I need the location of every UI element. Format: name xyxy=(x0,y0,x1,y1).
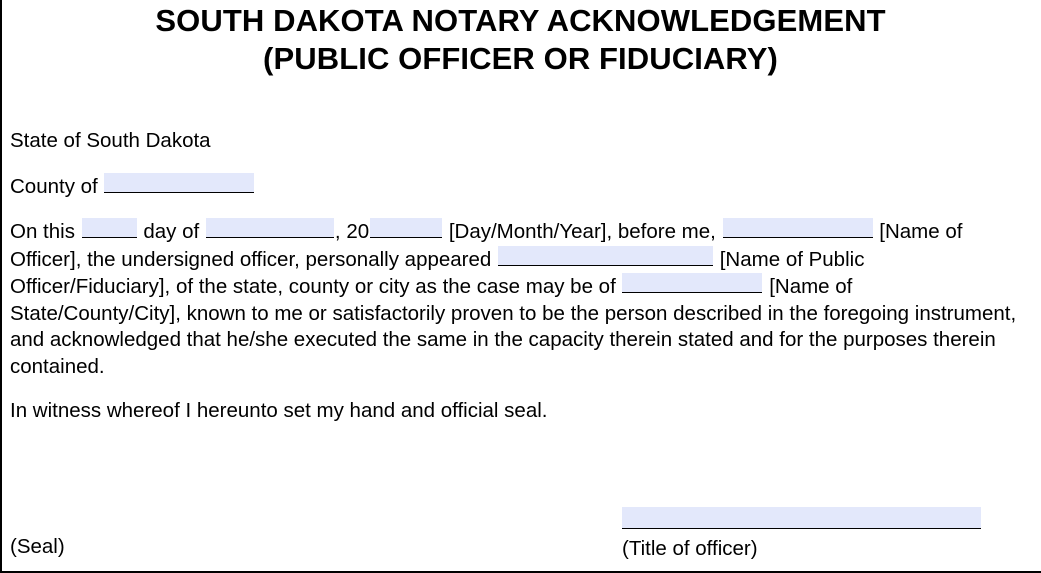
year-prefix-label: , 20 xyxy=(334,220,370,243)
name-of-officer-text: [Name of Officer], the undersigned officer, personally appeared xyxy=(10,220,963,271)
signature-area xyxy=(622,507,981,561)
public-officer-name-input-blank[interactable] xyxy=(498,246,713,266)
day-of-label: day of xyxy=(143,220,200,243)
name-bracket-open: [Name xyxy=(719,247,781,271)
document-body xyxy=(10,128,1023,425)
document-title xyxy=(0,0,1041,78)
state-line: State of South Dakota xyxy=(10,129,211,152)
county-input-blank[interactable] xyxy=(104,173,254,193)
day-month-year-note: [Day/Month/Year], before me, xyxy=(448,220,716,243)
title-of-officer-caption: (Title of officer) xyxy=(622,537,758,560)
seal-label: (Seal) xyxy=(10,535,65,558)
on-this-label: On this xyxy=(10,220,75,243)
county-line xyxy=(10,173,1023,201)
acknowledgement-paragraph xyxy=(10,218,1023,380)
day-input-blank[interactable] xyxy=(82,218,137,238)
officer-name-input-blank[interactable] xyxy=(723,218,873,238)
county-label: County of xyxy=(10,174,98,198)
title-of-officer-input-blank[interactable] xyxy=(622,507,981,529)
title-line-1: SOUTH DAKOTA NOTARY ACKNOWLEDGEMENT xyxy=(155,3,886,38)
of-public-officer-text: of Public Officer/Fiduciary], of the state, county or city as the case may be of xyxy=(10,247,865,298)
year-input-blank[interactable] xyxy=(370,218,442,238)
state-county-city-input-blank[interactable] xyxy=(622,273,762,293)
document-footer xyxy=(10,469,1023,565)
title-line-2: (PUBLIC OFFICER OR FIDUCIARY) xyxy=(263,41,778,76)
witness-line: In witness whereof I hereunto set my hand and official seal. xyxy=(10,399,548,422)
month-input-blank[interactable] xyxy=(206,218,334,238)
acknowledgement-remainder: [Name of State/County/City], known to me or satisfactorily proven to be the person described in the foregoing instrument, and acknowledged that he/she executed the same in the capacity therein stated and for the purposes therein contained. xyxy=(10,275,1017,378)
